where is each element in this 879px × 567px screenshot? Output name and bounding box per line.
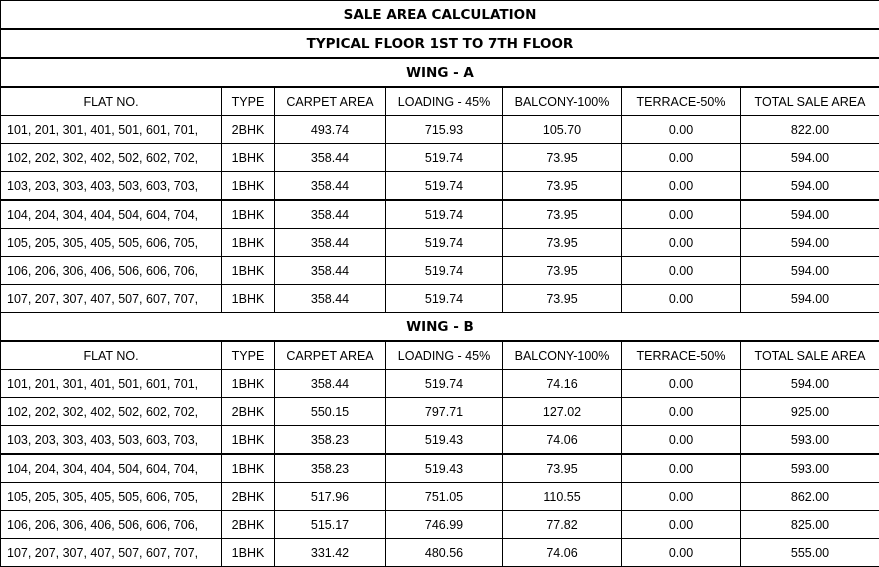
table-cell: 825.00: [741, 511, 879, 539]
table-row: [1, 229, 879, 257]
table-cell: 104, 204, 304, 404, 504, 604, 704,: [1, 454, 222, 483]
table-cell: 594.00: [741, 200, 879, 229]
table-cell: 1BHK: [222, 370, 275, 398]
table-cell: 101, 201, 301, 401, 501, 601, 701,: [1, 370, 222, 398]
table-cell: 1BHK: [222, 200, 275, 229]
table-cell: 550.15: [275, 398, 386, 426]
column-header: CARPET AREA: [275, 341, 386, 370]
table-cell: 519.74: [386, 144, 503, 172]
column-header-row: [1, 87, 879, 116]
table-cell: 0.00: [622, 398, 741, 426]
wing-title-row: [1, 58, 879, 87]
table-cell: 358.44: [275, 144, 386, 172]
table-cell: 102, 202, 302, 402, 502, 602, 702,: [1, 398, 222, 426]
table-cell: 105.70: [503, 116, 622, 144]
table-cell: 1BHK: [222, 144, 275, 172]
table-cell: 73.95: [503, 172, 622, 201]
table-cell: 2BHK: [222, 398, 275, 426]
table-row: [1, 257, 879, 285]
table-cell: 0.00: [622, 116, 741, 144]
table-cell: 594.00: [741, 229, 879, 257]
table-cell: 594.00: [741, 370, 879, 398]
table-cell: 822.00: [741, 116, 879, 144]
table-row: [1, 200, 879, 229]
column-header-row: [1, 341, 879, 370]
table-row: [1, 454, 879, 483]
column-header: FLAT NO.: [1, 341, 222, 370]
table-cell: 797.71: [386, 398, 503, 426]
table-cell: 358.23: [275, 426, 386, 455]
table-cell: 1BHK: [222, 454, 275, 483]
column-header: TYPE: [222, 341, 275, 370]
table-cell: 73.95: [503, 200, 622, 229]
table-cell: 493.74: [275, 116, 386, 144]
table-cell: 0.00: [622, 144, 741, 172]
table-cell: 519.74: [386, 257, 503, 285]
table-cell: 0.00: [622, 285, 741, 313]
column-header: TOTAL SALE AREA: [741, 341, 879, 370]
table-cell: 73.95: [503, 257, 622, 285]
table-cell: 107, 207, 307, 407, 507, 607, 707,: [1, 539, 222, 567]
table-cell: 593.00: [741, 426, 879, 455]
table-cell: 77.82: [503, 511, 622, 539]
table-cell: 358.44: [275, 172, 386, 201]
table-cell: 519.43: [386, 426, 503, 455]
subtitle-row: [1, 29, 879, 58]
table-cell: 331.42: [275, 539, 386, 567]
table-cell: 127.02: [503, 398, 622, 426]
table-cell: 1BHK: [222, 285, 275, 313]
table-cell: 73.95: [503, 454, 622, 483]
column-header: FLAT NO.: [1, 87, 222, 116]
table-cell: 0.00: [622, 200, 741, 229]
table-cell: 101, 201, 301, 401, 501, 601, 701,: [1, 116, 222, 144]
table-cell: 0.00: [622, 483, 741, 511]
table-cell: 715.93: [386, 116, 503, 144]
title-row: [1, 1, 879, 30]
table-row: [1, 511, 879, 539]
table-cell: 555.00: [741, 539, 879, 567]
table-cell: 73.95: [503, 144, 622, 172]
table-cell: 104, 204, 304, 404, 504, 604, 704,: [1, 200, 222, 229]
wing-title-row: [1, 313, 879, 342]
column-header: TOTAL SALE AREA: [741, 87, 879, 116]
table-subtitle: TYPICAL FLOOR 1ST TO 7TH FLOOR: [1, 29, 879, 58]
table-row: [1, 426, 879, 455]
table-cell: 0.00: [622, 257, 741, 285]
table-cell: 103, 203, 303, 403, 503, 603, 703,: [1, 426, 222, 455]
table-cell: 480.56: [386, 539, 503, 567]
table-cell: 103, 203, 303, 403, 503, 603, 703,: [1, 172, 222, 201]
table-cell: 594.00: [741, 172, 879, 201]
table-cell: 2BHK: [222, 511, 275, 539]
table-cell: 1BHK: [222, 257, 275, 285]
table-row: [1, 398, 879, 426]
table-cell: 105, 205, 305, 405, 505, 606, 705,: [1, 483, 222, 511]
column-header: TYPE: [222, 87, 275, 116]
table-cell: 358.44: [275, 285, 386, 313]
table-cell: 862.00: [741, 483, 879, 511]
column-header: TERRACE-50%: [622, 341, 741, 370]
table-cell: 746.99: [386, 511, 503, 539]
table-row: [1, 172, 879, 201]
table-cell: 594.00: [741, 257, 879, 285]
table-cell: 593.00: [741, 454, 879, 483]
column-header: TERRACE-50%: [622, 87, 741, 116]
table-cell: 519.74: [386, 200, 503, 229]
table-cell: 594.00: [741, 285, 879, 313]
table-cell: 925.00: [741, 398, 879, 426]
table-cell: 0.00: [622, 172, 741, 201]
table-row: [1, 285, 879, 313]
table-cell: 515.17: [275, 511, 386, 539]
table-cell: 1BHK: [222, 172, 275, 201]
table-cell: 751.05: [386, 483, 503, 511]
table-cell: 107, 207, 307, 407, 507, 607, 707,: [1, 285, 222, 313]
table-cell: 73.95: [503, 229, 622, 257]
table-cell: 74.06: [503, 426, 622, 455]
table-row: [1, 483, 879, 511]
table-cell: 1BHK: [222, 229, 275, 257]
table-cell: 358.44: [275, 200, 386, 229]
table-cell: 102, 202, 302, 402, 502, 602, 702,: [1, 144, 222, 172]
table-cell: 74.16: [503, 370, 622, 398]
column-header: BALCONY-100%: [503, 341, 622, 370]
table-cell: 1BHK: [222, 539, 275, 567]
table-cell: 2BHK: [222, 483, 275, 511]
table-cell: 0.00: [622, 454, 741, 483]
table-cell: 105, 205, 305, 405, 505, 606, 705,: [1, 229, 222, 257]
table-cell: 358.44: [275, 257, 386, 285]
table-row: [1, 370, 879, 398]
table-cell: 2BHK: [222, 116, 275, 144]
table-cell: 594.00: [741, 144, 879, 172]
column-header: CARPET AREA: [275, 87, 386, 116]
column-header: BALCONY-100%: [503, 87, 622, 116]
table-cell: 73.95: [503, 285, 622, 313]
table-cell: 519.74: [386, 229, 503, 257]
table-cell: 0.00: [622, 370, 741, 398]
table-title: SALE AREA CALCULATION: [1, 1, 879, 30]
table-row: [1, 144, 879, 172]
table-cell: 519.74: [386, 172, 503, 201]
table-cell: 106, 206, 306, 406, 506, 606, 706,: [1, 257, 222, 285]
table-cell: 106, 206, 306, 406, 506, 606, 706,: [1, 511, 222, 539]
table-cell: 358.44: [275, 229, 386, 257]
table-cell: 358.44: [275, 370, 386, 398]
table-cell: 74.06: [503, 539, 622, 567]
column-header: LOADING - 45%: [386, 87, 503, 116]
table-cell: 358.23: [275, 454, 386, 483]
table-cell: 0.00: [622, 539, 741, 567]
column-header: LOADING - 45%: [386, 341, 503, 370]
table-cell: 0.00: [622, 426, 741, 455]
table-row: [1, 539, 879, 567]
sale-area-table-body: [1, 1, 879, 567]
table-cell: 519.74: [386, 370, 503, 398]
table-row: [1, 116, 879, 144]
table-cell: 519.43: [386, 454, 503, 483]
wing-title: WING - B: [1, 313, 879, 342]
table-cell: 0.00: [622, 511, 741, 539]
table-cell: 517.96: [275, 483, 386, 511]
table-cell: 110.55: [503, 483, 622, 511]
wing-title: WING - A: [1, 58, 879, 87]
table-cell: 1BHK: [222, 426, 275, 455]
table-cell: 519.74: [386, 285, 503, 313]
table-cell: 0.00: [622, 229, 741, 257]
